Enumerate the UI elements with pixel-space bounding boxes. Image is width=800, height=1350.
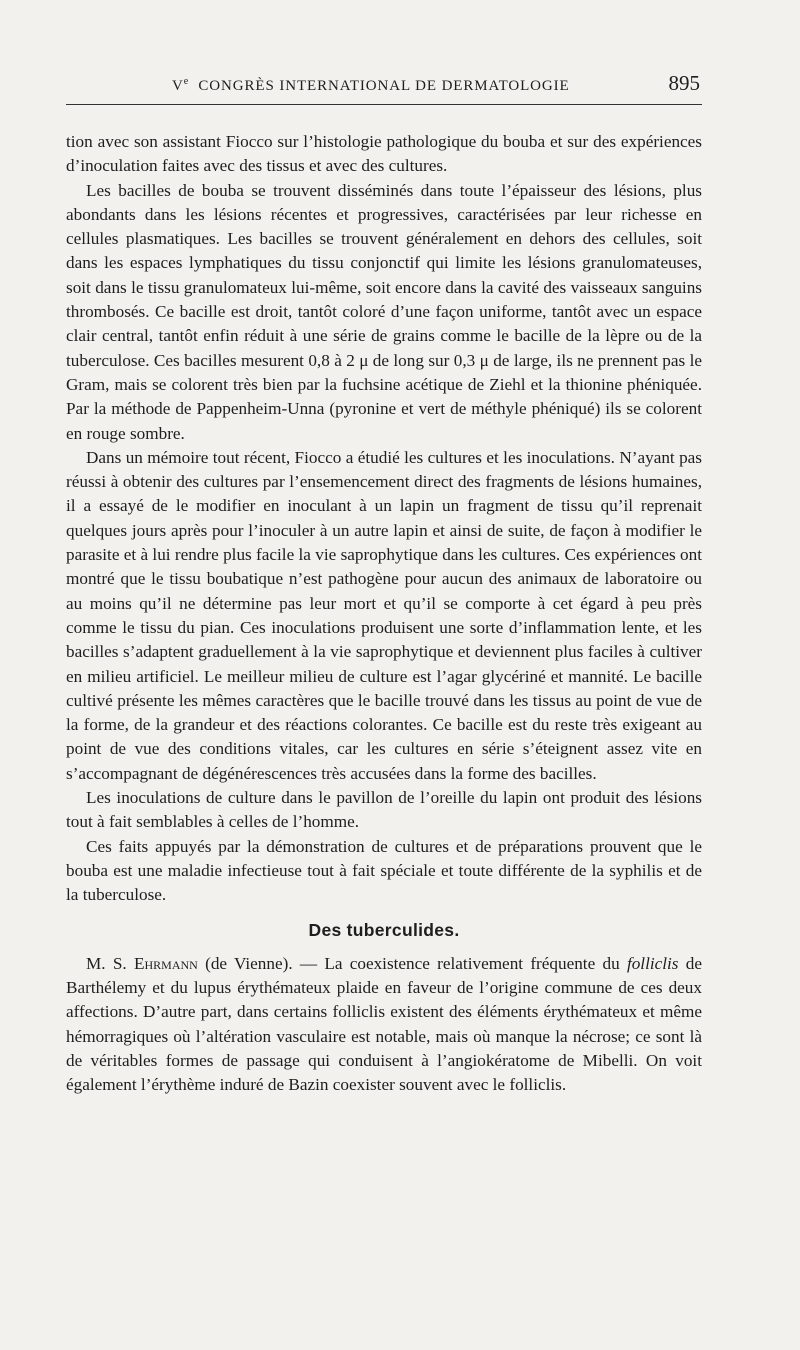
running-head-title [172, 76, 570, 95]
paragraph: Les bacilles de bouba se trouvent disséminés dans toute l’épaisseur des lésions, plus abondants dans les lésions récentes et progressives, caractérisées par leur richesse en cellules plasmatiques. Les bacilles se trouvent généralement en dehors des cellules, soit dans les espaces lymphatiques du tissu conjonctif qui limite les lésions granulomateuses, soit dans le tissu granulomateux lui-même, soit encore dans la cavité des vaisseaux sanguins thrombosés. Ce bacille est droit, tantôt coloré d’une façon uniforme, tantôt avec un espace clair central, tantôt enfin réduit à une série de grains comme le bacille de la lèpre ou de la tuberculose. Ces bacilles mesurent 0,8 à 2 μ de long sur 0,3 μ de large, ils ne prennent pas le Gram, mais se colorent très bien par la fuchsine acétique de Ziehl et la thionine phéniquée. Par la méthode de Pappenheim-Unna (pyronine et vert de méthyle phéniqué) ils se colorent en rouge sombre. [66, 180, 702, 443]
paragraph: Les inoculations de culture dans le pavillon de l’oreille du lapin ont produit des lésions tout à fait semblables à celles de l’homme. [66, 788, 702, 832]
body-text [66, 130, 702, 1098]
page-number: 895 [668, 71, 700, 95]
paragraph-ehrmann [66, 952, 702, 1098]
author-initials: M. S. [86, 953, 134, 973]
section-heading: Des tuberculides. [308, 919, 460, 940]
ordinal: V [172, 78, 184, 94]
ordinal-superscript: e [183, 76, 190, 87]
italic-term: folliclis [626, 953, 679, 973]
paragraph: Dans un mémoire tout récent, Fiocco a étudié les cultures et les inoculations. N’ayant pas réussi à obtenir des cultures par l’ensemencement direct des fragments de lésions humaines, il a essayé de le modifier en inoculant à un lapin un fragment de tissu qu’il reprenait quelques jours après pour l’inoculer à un autre lapin et ainsi de suite, de façon à modifier le parasite et à lui rendre plus facile la vie saprophytique dans les cultures. Ces expériences ont montré que le tissu boubatique n’est pathogène pour aucun des animaux de laboratoire ou au moins qu’il ne détermine pas leur mort et qu’il se comporte à cet égard à peu près comme le tissu du pian. Ces inoculations produisent une sorte d’inflammation lente, et les bacilles s’adaptent graduellement à la vie saprophytique et deviennent plus faciles à cultiver en milieu artificiel. Le meilleur milieu de culture est l’agar glycériné et mannité. Le bacille cultivé présente les mêmes caractères que le bacille trouvé dans les tissus au point de vue de la forme, de la grandeur et des réactions colorantes. Ce bacille est du reste très exigeant au point de vue des conditions vitales, car les cultures en série s’éteignent assez vite en s’accompagnant de dégénérescences très accusées dans la forme des bacilles. [66, 447, 702, 783]
author-affiliation: (de Vienne). — La coexistence relativement fréquente du [197, 953, 627, 973]
journal-title: CONGRÈS INTERNATIONAL DE DERMATOLOGIE [198, 78, 570, 94]
author-name: Ehrmann [133, 953, 198, 973]
paragraph: Ces faits appuyés par la démonstration de cultures et de préparations prouvent que le bouba est une maladie infectieuse tout à fait spéciale et toute différente de la syphilis et de la tuberculose. [66, 836, 702, 905]
running-head [66, 71, 702, 106]
paragraph: tion avec son assistant Fiocco sur l’histologie pathologique du bouba et sur des expériences d’inoculation faites avec des tissus et avec des cultures. [66, 132, 702, 176]
paragraph-text: de Barthélemy et du lupus érythémateux plaide en faveur de l’origine commune de ces deux affections. D’autre part, dans certains folliclis existent des éléments érythémateux et même hémorragiques où l’altération vasculaire est notable, mais où manque la nécrose; ce sont là de véritables formes de passage qui conduisent à l’angiokératome de Mibelli. On voit également l’érythème induré de Bazin coexister souvent avec le folliclis. [66, 953, 702, 1095]
header-rule [66, 104, 702, 105]
